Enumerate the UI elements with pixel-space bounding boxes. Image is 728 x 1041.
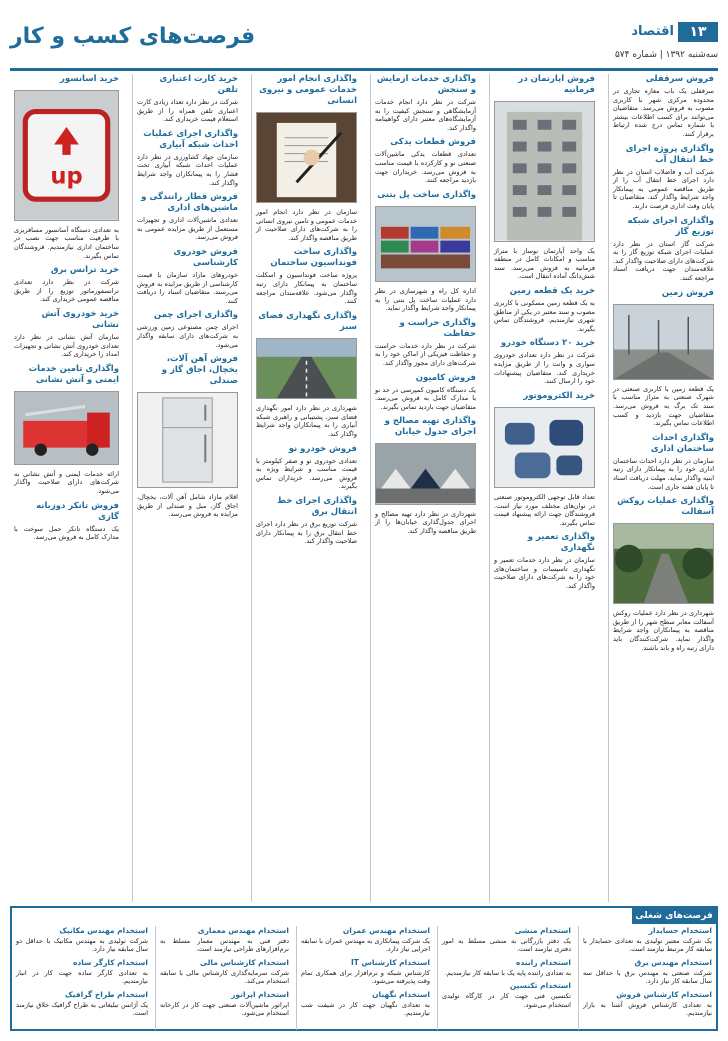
ad-item [613,496,714,518]
job-body: به تعدادی راننده پایه یک با سابقه کار نیازمندیم. [444,968,571,977]
date-line: سه‌شنبه ۱۳۹۲ | شماره ۵۷۴ [614,50,718,60]
ad-item [494,74,595,96]
ad-item [14,309,119,359]
ad-body: شرکت در نظر دارد خدمات حراست و حفاظت فیزیکی از اماکن خود را به شرکت‌های دارای مجوز واگذار کند. [375,341,476,367]
job-title: استخدام کارشناس مالی [200,957,289,967]
job-body: یک شرکت معتبر تولیدی به تعدادی حسابدار با سابقه کار مرتبط نیازمند است. [583,937,712,954]
ad-body: سازمان در نظر دارد احداث ساختمان اداری خود را به پیمانکار دارای رتبه ابنیه واگذار نماید. مهلت دریافت اسناد تا پایان هفته جاری است. [613,456,714,491]
street-photo [613,304,714,380]
ad-title: فروش خودروی کارشناسی [173,246,238,268]
page-header [10,22,718,71]
job-body: شرکت سرمایه‌گذاری کارشناس مالی با سابقه استخدام می‌کند. [160,968,289,986]
ad-title: واگذاری اجرای عملیات احداث شبکه آبیاری [143,128,238,150]
job-title: استخدام طراح گرافیک [65,989,148,999]
job-title: استخدام نگهبان [372,989,430,999]
ad-item [613,74,714,139]
ad-item [256,247,357,305]
ad-body: شرکت در نظر دارد تعدادی ترانسفورماتور توزیع را از طریق مناقصه عمومی خریداری کند. [14,278,119,304]
job-title: استخدام مهندس عمران [342,926,430,935]
ad-title: واگذاری خدمات آزمایش و سنجش [376,74,476,95]
ad-body: ارائه خدمات ایمنی و آتش نشانی به شرکت‌های دارای صلاحیت واگذار می‌شود. [14,469,119,495]
ad-title: فروش تانکر دوزبانه گازی [36,500,119,522]
ad-title: واگذاری تعمیر و نگهداری [527,532,595,554]
ad-body: تعدادی ماشین‌آلات اداری و تجهیزات مستعمل از طریق مزایده عمومی به فروش می‌رسد. [137,216,238,242]
ad-title: فروش کامیون [415,372,476,383]
ad-body: یک دستگاه تانکر حمل سوخت با مدارک کامل به فروش می‌رسد. [14,524,119,542]
job-body: کارشناس شبکه و نرم‌افزار برای همکاری تمام وقت پذیرفته می‌شود. [301,968,430,986]
job-title: استخدام حسابدار [648,926,712,935]
job-title: استخدام اپراتور [231,989,289,999]
job-title: استخدام مهندس برق [634,957,712,967]
fire-truck-photo [14,391,119,465]
ad-title: فروش زمین [661,287,714,298]
ad-body: اقلام مازاد شامل آهن آلات، یخچال، اجاق گاز، مبل و صندلی از طریق مزایده به فروش می‌رسد. [137,493,238,519]
ad-item [375,373,476,412]
job-body: به تعدادی کارشناس فروش آشنا به بازار نیازمندیم. [583,1000,712,1018]
ad-title: فروش آپارتمان در فرمانیه [518,74,595,95]
job-body: یک دفتر بازرگانی به منشی مسلط به امور دفتری نیازمند است. [442,937,571,954]
ad-column-3 [370,74,480,902]
job-classifieds [10,906,718,1031]
job-title: استخدام کارگر ساده [72,957,148,967]
ad-title: واگذاری احداث ساختمان اداری [650,432,714,454]
ad-body: شرکت در نظر دارد تعداد زیادی کارت اعتباری تلفن همراه را از طریق استعلام قیمت خریداری کند. [137,98,238,124]
ad-item [613,144,714,211]
ad-body: اجرای چمن مصنوعی زمین ورزشی به شرکت‌های دارای سابقه واگذار می‌شود. [137,323,238,349]
ad-item [137,247,238,305]
classifieds-column [578,926,716,1030]
ad-column-1 [608,74,718,902]
ad-title: واگذاری اجرای خط انتقال برق [277,495,357,517]
ad-body: خودروهای مازاد سازمان با قیمت کارشناسی از طریق مزایده به فروش می‌رسند. متقاضیان اسناد را دریافت کنند. [137,270,238,305]
ad-item [256,311,357,333]
job-body: به تعدادی نگهبان جهت کار در شیفت شب نیازمندیم. [301,1000,430,1018]
classifieds-column [12,926,152,1030]
ad-title: واگذاری تهیه مصالح و اجرای جدول خیابان [384,416,476,438]
ad-item [256,404,357,438]
ad-item [14,501,119,542]
ad-item [137,129,238,187]
ad-body: شهرداری در نظر دارد تهیه مصالح و اجرای جدول‌گذاری خیابان‌ها را از طریق مناقصه واگذار کند. [375,509,476,535]
job-title: استخدام راننده [516,957,571,967]
job-title: استخدام کارشناس فروش [616,989,712,999]
ad-title: خرید آسانسور [59,74,119,84]
ad-item [256,496,357,546]
classifieds-title: فرصت‌های شغلی [632,908,716,924]
ad-item [375,416,476,438]
job-title: استخدام منشی [514,926,571,935]
ad-title: واگذاری نگهداری فضای سبز [258,310,357,332]
ad-title: واگذاری انجام امور خدمات عمومی و نیروی انسانی [259,74,357,106]
job-title: استخدام مهندس معماری [197,926,289,935]
job-body: دفتر فنی به مهندس معمار مسلط به نرم‌افزارهای طراحی نیازمند است. [160,937,289,954]
ad-item [613,216,714,283]
ad-item [494,338,595,385]
job-body: شرکت تولیدی به مهندس مکانیک با حداقل دو سال سابقه نیاز دارد. [16,937,148,954]
ad-body: شرکت در نظر دارد تعدادی خودروی سواری و وانت را از طریق مزایده خریداری کند. متقاضیان پیشنهادات خود را ارسال کنند. [494,351,595,386]
ad-body: پروژه ساخت فونداسیون و اسکلت ساختمان به پیمانکار دارای رتبه واگذار می‌شود. علاقه‌مندان مراجعه کنند. [256,271,357,306]
ad-item [137,74,238,124]
ad-title: واگذاری تامین خدمات ایمنی و آتش نشانی [28,363,119,385]
brand-name: اقتصاد [631,24,674,39]
ad-column-4 [251,74,361,902]
ad-body: یک دستگاه کامیون کمپرسی در حد نو با مدارک کامل به فروش می‌رسد. متقاضیان جهت بازدید تماس بگیرند. [375,385,476,411]
ad-title: واگذاری اجرای شبکه توزیع گاز [627,215,714,237]
ad-body: یک قطعه زمین با کاربری صنعتی در شهرک صنعتی به متراژ مناسب با سند تک برگ به فروش می‌رسد. متقاضیان جهت بازدید و کسب اطلاعات تماس بگیرند. [613,384,714,428]
ad-item [494,391,595,402]
classifieds-column [296,926,434,1030]
ad-item [375,318,476,368]
ad-item [494,532,595,590]
job-body: یک آژانس تبلیغاتی به طراح گرافیک خلاق نیازمند است. [16,1000,148,1018]
electromotor-photo [494,407,595,488]
document-signing-photo [256,112,357,203]
ads-columns [10,74,718,902]
ad-body: به تعدادی دستگاه آسانسور مسافربری با ظرفیت مناسب جهت نصب در ساختمان اداری نیازمندیم. فروشندگان تماس بگیرند. [14,225,119,260]
ad-title: واگذاری عملیات روکش آسفالت [617,496,714,518]
ad-item [494,286,595,333]
ad-item [375,74,476,132]
job-title: استخدام تکنسین [509,981,571,991]
ad-item [137,192,238,242]
apartment-photo [494,101,595,242]
job-title: استخدام کارشناس IT [350,957,430,967]
ad-item [375,137,476,184]
ad-column-6 [10,74,123,902]
ad-body: به یک قطعه زمین مسکونی با کاربری مصوب و سند معتبر در یکی از مناطق شهری نیازمندیم. فروشندگان تماس بگیرند. [494,298,595,333]
highway-photo [256,338,357,399]
ad-title: واگذاری ساخت پل بتنی [377,189,476,200]
ad-item [137,493,238,519]
ad-item [256,444,357,491]
ad-title: خرید الکتروموتور [523,390,595,401]
up-label: up [50,163,83,190]
ad-title: فروش آهن آلات، یخچال، اجاق گاز و صندلی [161,354,238,387]
classifieds-column [155,926,293,1030]
ad-title: واگذاری اجرای چمن [153,310,238,321]
ad-body: اداره کل راه و شهرسازی در نظر دارد عملیات ساخت پل بتنی را به پیمانکار واجد شرایط واگذار نماید. [375,287,476,313]
ad-title: خرید خودروی آتش نشانی [41,308,119,330]
ad-body: تعداد قابل توجهی الکتروموتور صنعتی در توان‌های مختلف مورد نیاز است. فروشندگان جهت ارائه پیشنهاد قیمت تماس بگیرند. [494,492,595,527]
ad-item [375,190,476,201]
ad-body: شرکت توزیع برق در نظر دارد اجرای خط انتقال برق را به پیمانکار دارای صلاحیت واگذار کند. [256,519,357,546]
ad-item [613,433,714,491]
ad-body: تعدادی قطعات یدکی ماشین‌آلات صنعتی نو و کارکرده با قیمت مناسب به فروش می‌رسد. خریداران جهت بازدید مراجعه کنند. [375,150,476,185]
ad-body: شهرداری در نظر دارد امور نگهداری فضای سبز، پشتیبانی و راهبری شبکه آبیاری را به پیمانکاران واجد شرایط واگذار کند. [256,404,357,439]
ad-column-5 [132,74,242,902]
job-title: استخدام مهندس مکانیک [59,926,148,935]
ad-title: خرید ۲۰ دستگاه خودرو [500,338,595,349]
ad-title: خرید یک قطعه زمین [509,285,595,296]
ad-body: سازمان در نظر دارد خدمات تعمیر و نگهداری تاسیسات و ساختمان‌های خود را به شرکت‌های دارای صلاحیت واگذار کند. [494,556,595,591]
ad-item [256,208,357,242]
ad-item [14,470,119,496]
ad-title: خرید ترانس برق [50,265,119,276]
ad-item [137,310,238,349]
page-number: ۱۳ [678,22,718,42]
ad-item [137,354,238,387]
ad-title: واگذاری پروژه اجرای خط انتقال آب [625,143,714,165]
road-trees-photo [613,523,714,604]
job-body: اپراتور ماشین‌آلات صنعتی جهت کار در کارخانه استخدام می‌شود. [160,1000,289,1018]
ad-title: خرید کارت اعتباری تلفن [159,74,238,95]
ad-item [256,74,357,107]
ad-body: یک واحد آپارتمان نوساز با متراژ مناسب و امکانات کامل در منطقه فرمانیه به فروش می‌رسد. سند شش‌دانگ آماده انتقال است. [494,246,595,281]
job-body: شرکت صنعتی به مهندس برق با حداقل سه سال سابقه کار نیاز دارد. [583,968,712,986]
containers-photo [375,206,476,282]
job-body: یک شرکت پیمانکاری به مهندس عمران با سابقه اجرایی نیاز دارد. [301,937,430,954]
ad-title: فروش قطار رانندگی و ماشین‌های اداری [141,192,238,214]
ad-body: تعدادی خودروی نو و صفر کیلومتر با قیمت مناسب و شرایط ویژه به فروش می‌رسد. خریداران تماس بگیرند. [256,456,357,491]
job-body: تکنسین فنی جهت کار در کارگاه تولیدی استخدام می‌شود. [442,992,571,1009]
ad-item [14,364,119,386]
ad-item [375,510,476,536]
ad-title: واگذاری حراست و حفاظت [399,317,476,339]
refrigerator-photo [137,392,238,488]
section-title: فرصت‌های کسب و کار [10,24,256,49]
job-body: به تعدادی کارگر ساده جهت کار در انبار نیازمندیم. [16,968,148,986]
ad-item [494,247,595,281]
ad-item [494,493,595,527]
ad-body: شرکت در نظر دارد انجام خدمات آزمایشگاهی و سنجش کیفیت را به آزمایشگاه‌های معتبر دارای گواهینامه واگذار کند. [375,98,476,132]
ad-item [613,288,714,299]
ad-column-2 [489,74,599,902]
ad-item [14,226,119,260]
elevator-up-photo [14,90,119,221]
ad-body: سازمان جهاد کشاورزی در نظر دارد عملیات احداث شبکه آبیاری تحت فشار را به پیمانکاران واجد شرایط واگذار کند. [137,152,238,187]
ad-body: سازمان آتش نشانی در نظر دارد تعدادی خودروی آتش نشانی و تجهیزات امداد را خریداری کند. [14,332,119,359]
ad-title: واگذاری ساخت فونداسیون ساختمان [270,247,357,269]
ad-body: شرکت آب و فاضلاب استان در نظر دارد اجرای خط انتقال آب را از طریق مناقصه عمومی به پیمانکار واجد شرایط واگذار کند. متقاضیان تا پایان وقت اداری فرصت دارند. [613,167,714,210]
ad-body: سرقفلی یک باب مغازه تجاری در محدوده مرکزی شهر با کاربری مصوب به فروش می‌رسد. متقاضیان می‌توانند برای کسب اطلاعات بیشتر با شماره تماس درج شده ارتباط برقرار کنند. [613,87,714,138]
ad-body: سازمان در نظر دارد انجام امور خدمات عمومی و تامین نیروی انسانی را به شرکت‌های دارای صلاحیت از طریق مناقصه واگذار کند. [256,208,357,242]
road-barrier-photo [375,443,476,504]
classifieds-column [437,926,575,1030]
ad-item [375,287,476,313]
ad-item [14,265,119,304]
ad-item [613,385,714,428]
ad-item [613,609,714,652]
ad-item [14,74,119,85]
ad-body: شرکت گاز استان در نظر دارد عملیات اجرای شبکه توزیع گاز را به شرکت‌های دارای صلاحیت واگذار کند. علاقه‌مندان جهت دریافت اسناد مراجعه کنند. [613,239,714,282]
ad-title: فروش خودرو نو [288,443,357,454]
ad-title: فروش سرقفلی [645,74,714,84]
ad-title: فروش قطعات یدکی [390,137,476,148]
ad-body: شهرداری در نظر دارد عملیات روکش آسفالت معابر سطح شهر را از طریق مناقصه به پیمانکاران واجد شرایط واگذار نماید. شرکت‌کنندگان باید دارای رتبه راه و باند باشند. [613,609,714,652]
